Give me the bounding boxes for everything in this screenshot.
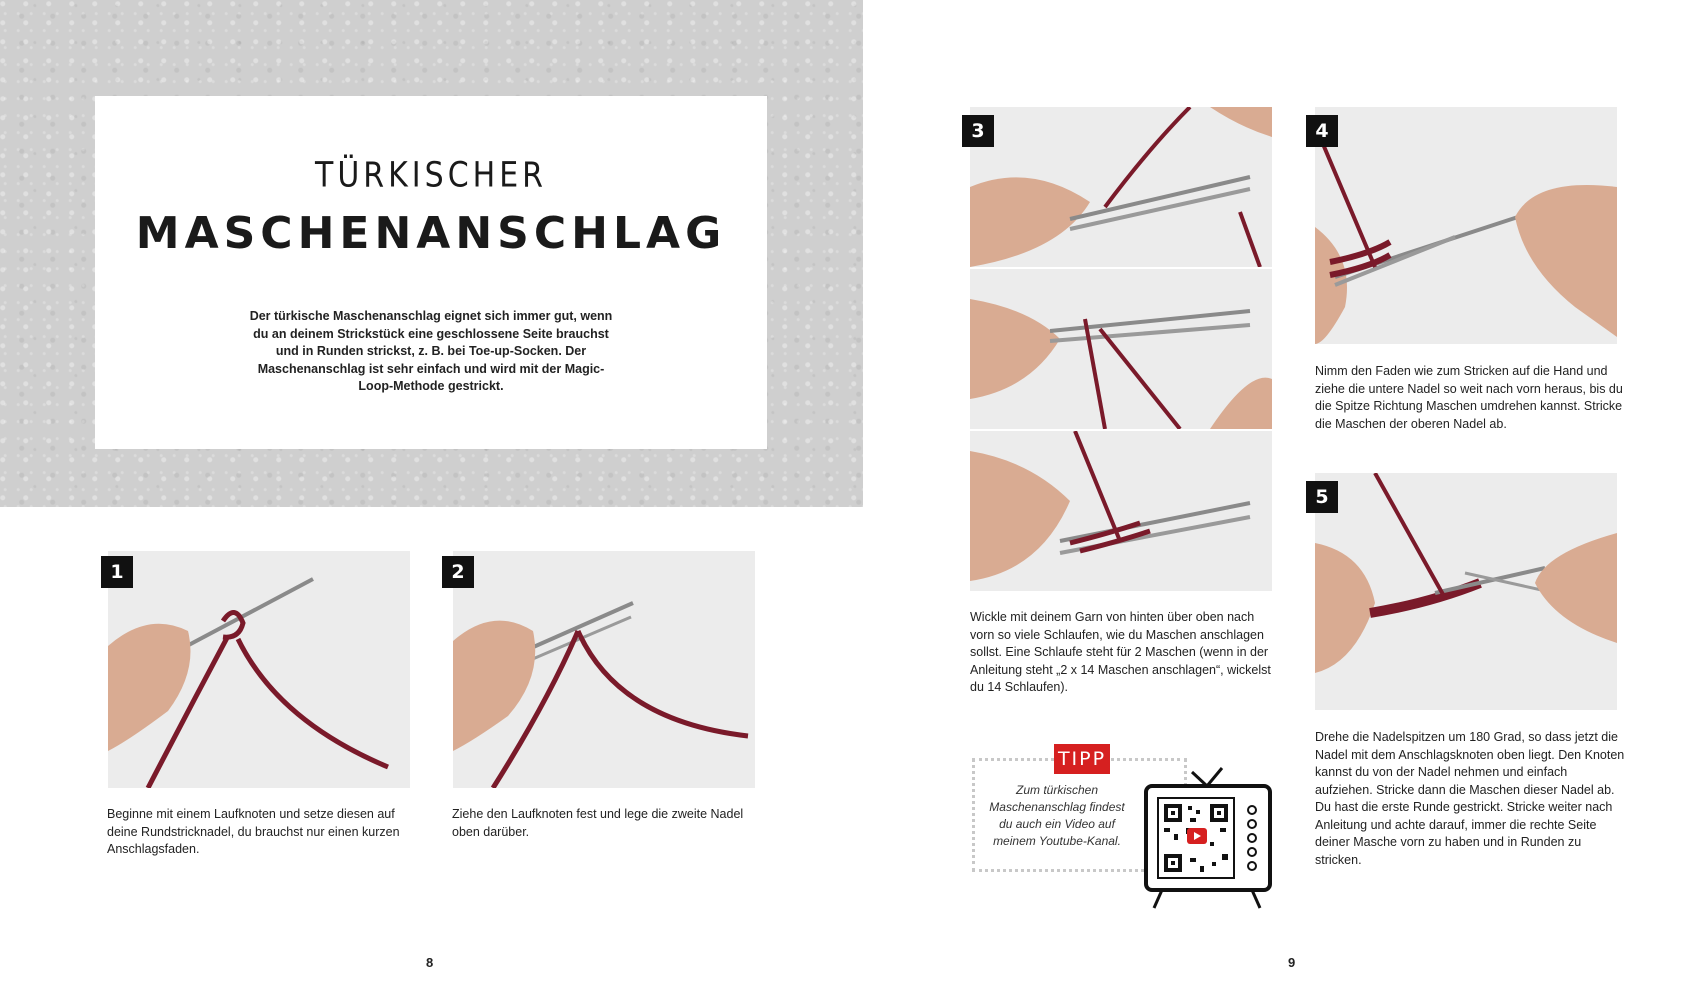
step-1-badge: 1	[101, 556, 133, 588]
step-3-badge: 3	[962, 115, 994, 147]
tip-text: Zum türkischen Maschenanschlag findest du auch ein Video auf meinem Youtube-Kanal.	[989, 783, 1125, 848]
step-3-photo-c	[970, 431, 1272, 591]
step-1-photo	[108, 551, 410, 788]
page-number-right: 9	[1288, 955, 1296, 970]
step-4-badge: 4	[1306, 115, 1338, 147]
intro-text: Der türkische Maschenanschlag eignet sich immer gut, wenn du an deinem Strickstück eine geschlossene Seite brauchst und in Runden strickst, z. B. bei Toe-up-Socken. Der Maschenanschlag ist sehr einfach und wird mit der Magic-Loop-Methode gestrickt.	[249, 309, 613, 393]
step-2-photo	[453, 551, 755, 788]
step-4-photo	[1315, 107, 1617, 344]
tip-label: TIPP	[1054, 744, 1110, 774]
step-5-caption: Drehe die Nadelspitzen um 180 Grad, so dass jetzt die Nadel mit dem Anschlagsknoten oben liegt. Den Knoten kannst du von der Nadel nehmen und einfach aufziehen. Stricke dann die Maschen dieser Nadel ab. Du hast die erste Runde gestrickt. Stricke weiter nach Anleitung und achte darauf, immer die rechte Seite deiner Masche vorn zu haben und in Runden zu stricken.	[1315, 730, 1625, 867]
step-5-badge: 5	[1306, 481, 1338, 513]
title-kicker: TÜRKISCHER	[315, 155, 547, 196]
tv-qr-icon	[1140, 762, 1275, 912]
step-2-badge: 2	[442, 556, 474, 588]
title-card	[95, 96, 767, 449]
step-3-caption: Wickle mit deinem Garn von hinten über oben nach vorn so viele Schlaufen, wie du Maschen anschlagen sollst. Eine Schlaufe steht für 2 Maschen (wenn in der Anleitung steht „2 x 14 Maschen anschlagen“, wickelst du 14 Schlaufen).	[970, 610, 1271, 694]
page-number-left: 8	[426, 955, 434, 970]
step-4-caption: Nimm den Faden wie zum Stricken auf die Hand und ziehe die untere Nadel so weit nach vorn heraus, bis du die Spitze Richtung Maschen umdrehen kannst. Stricke die Maschen der oberen Nadel ab.	[1315, 364, 1623, 431]
step-5-photo	[1315, 473, 1617, 710]
step-2-caption: Ziehe den Laufknoten fest und lege die zweite Nadel oben darüber.	[452, 807, 744, 839]
step-1-caption: Beginne mit einem Laufknoten und setze diesen auf deine Rundstricknadel, du brauchst nur einen kurzen Anschlagsfaden.	[107, 807, 400, 856]
page-title: MASCHENANSCHLAG	[135, 208, 727, 259]
step-3-photo-b	[970, 269, 1272, 429]
step-3-photo-a	[970, 107, 1272, 267]
